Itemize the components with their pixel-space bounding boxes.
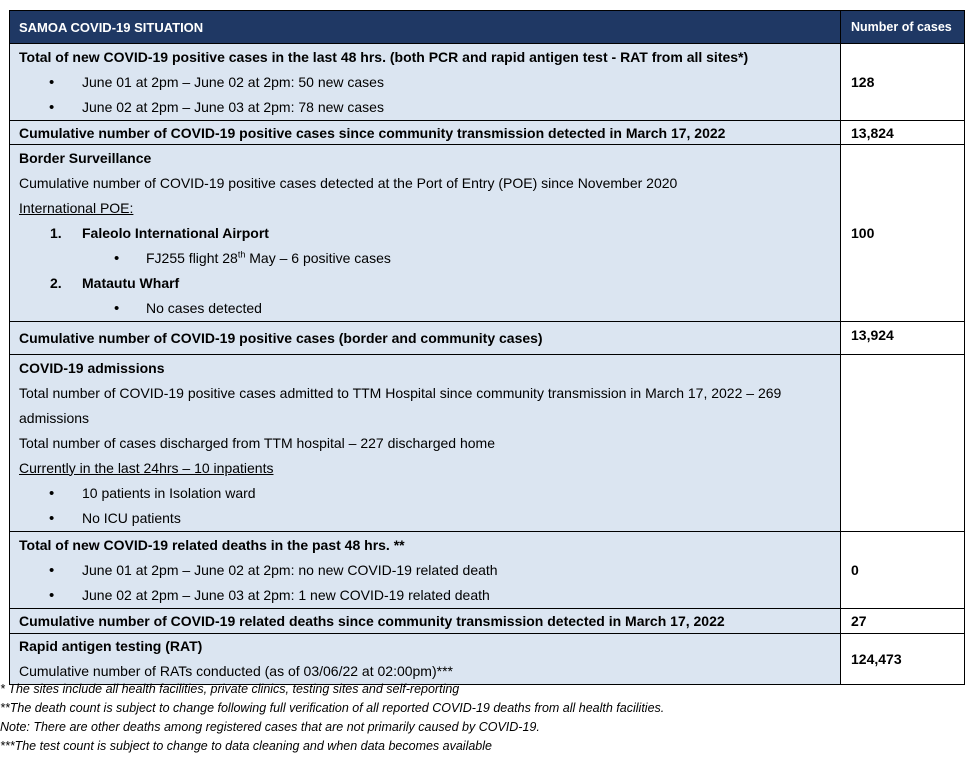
new-cases-48h-cell [10, 44, 841, 121]
deaths-48h-value: 0 [841, 532, 965, 609]
footnote-test-count: ***The test count is subject to change to data cleaning and when data becomes available [0, 739, 492, 753]
list-item: • June 02 at 2pm – June 03 at 2pm: 1 new COVID-19 related death [19, 583, 840, 608]
list-item [19, 271, 840, 296]
list-item: • No cases detected [19, 296, 840, 321]
table-row [10, 145, 965, 322]
list-item [19, 246, 840, 271]
airport-name: Faleolo International Airport [82, 224, 269, 241]
list-number: 2. [50, 274, 62, 291]
table-title: SAMOA COVID-19 SITUATION [10, 11, 841, 44]
table-row [10, 44, 965, 121]
international-poe-heading: International POE: [19, 199, 134, 216]
cumulative-total-cases-value: 13,924 [841, 322, 965, 355]
table-header-row [10, 11, 965, 44]
cumulative-community-cases-label: Cumulative number of COVID-19 positive cases since community transmission detected in March 17, 2022 [10, 121, 841, 145]
list-item: • No ICU patients [19, 506, 840, 531]
list-item: • 10 patients in Isolation ward [19, 481, 840, 506]
admissions-title: COVID-19 admissions [19, 359, 165, 376]
current-inpatients-heading: Currently in the last 24hrs – 10 inpatients [19, 459, 274, 476]
border-surveillance-cell [10, 145, 841, 322]
border-surveillance-title: Border Surveillance [19, 149, 152, 166]
border-surveillance-description: Cumulative number of COVID-19 positive cases detected at the Port of Entry (POE) since November 2020 [19, 174, 678, 191]
cumulative-community-cases-value: 13,824 [841, 121, 965, 145]
rat-value: 124,473 [841, 634, 965, 685]
border-cases-value: 100 [841, 145, 965, 322]
cumulative-deaths-label: Cumulative number of COVID-19 related deaths since community transmission detected in March 17, 2022 [10, 609, 841, 634]
wharf-name: Matautu Wharf [82, 274, 180, 291]
deaths-48h-cell [10, 532, 841, 609]
new-cases-48h-title: Total of new COVID-19 positive cases in the last 48 hrs. (both PCR and rapid antigen test - RAT from all sites*) [19, 48, 749, 65]
ordinal-suffix: th [237, 248, 246, 259]
table-row [10, 532, 965, 609]
list-item [19, 221, 840, 246]
rat-title: Rapid antigen testing (RAT) [19, 638, 203, 654]
footnotes [0, 680, 972, 756]
flight-text: FJ255 flight 28 [146, 249, 238, 266]
table-row [10, 355, 965, 532]
table-row [10, 609, 965, 634]
table-row [10, 121, 965, 145]
cumulative-deaths-value: 27 [841, 609, 965, 634]
footnote-other-deaths: Note: There are other deaths among registered cases that are not primarily caused by COVID-19. [0, 720, 540, 734]
flight-cases-text: May – 6 positive cases [245, 249, 391, 266]
admissions-value [841, 355, 965, 532]
list-item: • June 01 at 2pm – June 02 at 2pm: 50 new cases [19, 70, 840, 95]
deaths-48h-title: Total of new COVID-19 related deaths in the past 48 hrs. ** [19, 536, 405, 553]
table-row [10, 322, 965, 355]
covid-situation-report [9, 10, 964, 685]
new-cases-48h-value: 128 [841, 44, 965, 121]
list-item: • June 01 at 2pm – June 02 at 2pm: no new COVID-19 related death [19, 558, 840, 583]
table-row [10, 634, 965, 685]
situation-table [9, 10, 965, 685]
rat-cell [10, 634, 841, 685]
list-item: • June 02 at 2pm – June 03 at 2pm: 78 new cases [19, 95, 840, 120]
footnote-sites: * The sites include all health facilities, private clinics, testing sites and self-reporting [0, 682, 460, 696]
admissions-cell [10, 355, 841, 532]
footnote-death-count: **The death count is subject to change following full verification of all reported COVID-19 deaths from all health facilities. [0, 701, 665, 715]
count-column-header: Number of cases [841, 11, 965, 44]
admissions-total-text-cont: admissions [19, 409, 90, 426]
cumulative-total-cases-label: Cumulative number of COVID-19 positive cases (border and community cases) [10, 322, 841, 355]
discharged-text: Total number of cases discharged from TTM hospital – 227 discharged home [19, 434, 495, 451]
rat-description: Cumulative number of RATs conducted (as of 03/06/22 at 02:00pm)*** [19, 663, 453, 679]
list-number: 1. [50, 224, 62, 241]
admissions-total-text: Total number of COVID-19 positive cases admitted to TTM Hospital since community transmission in March 17, 2022 – 269 [19, 384, 782, 401]
